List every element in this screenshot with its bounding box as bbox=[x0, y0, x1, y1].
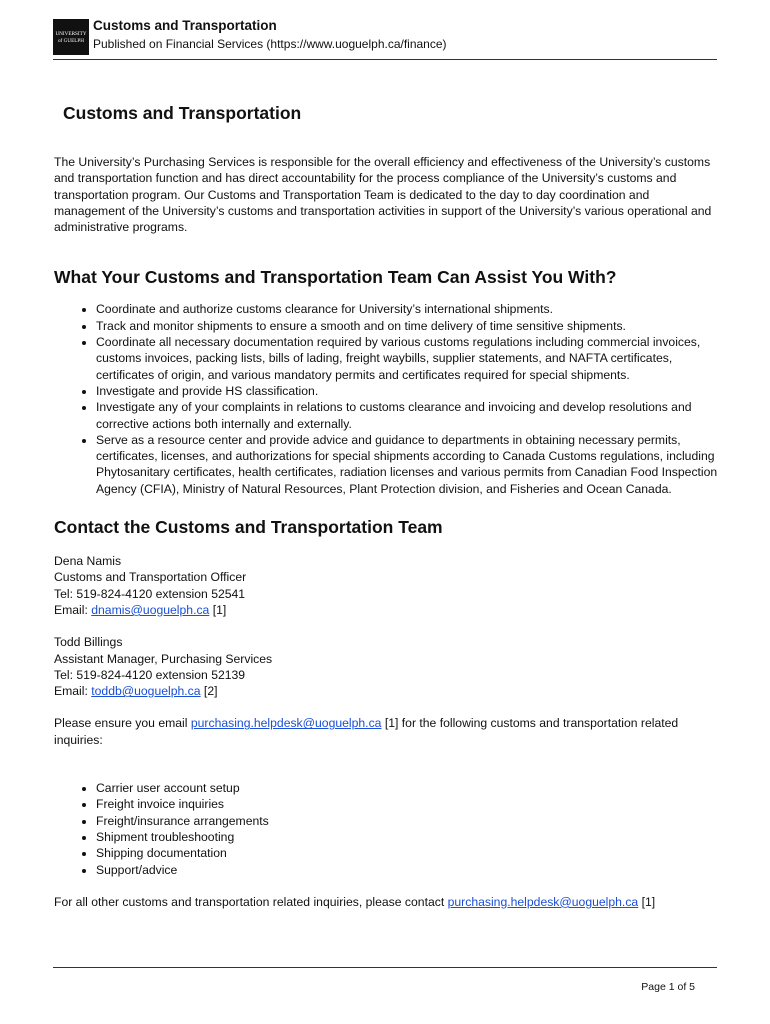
contact-email-line bbox=[54, 602, 718, 618]
contact-name: Dena Namis bbox=[54, 554, 122, 569]
contact-role: Customs and Transportation Officer bbox=[54, 570, 247, 585]
email-label: Email: bbox=[54, 602, 92, 617]
list-item: • Freight/insurance arrangements bbox=[96, 813, 718, 829]
list-item: • Coordinate and authorize customs clearance for University’s international shipments. bbox=[96, 301, 718, 317]
list-item: • Serve as a resource center and provide advice and guidance to departments in obtaining necessary permits, certificates, licenses, and authorizations for special shipments according to Canada Customs regulations, including Phytosanitary certificates, health certificates, radiation licenses and various permits from Canadian Food Inspection Agency (CFIA), Ministry of Natural Resources, Plant Protection division, and Fisheries and Ocean Canada. bbox=[96, 432, 718, 497]
ensure-text-after: [1] for the following customs and transportation related inquiries: bbox=[54, 716, 679, 747]
list-item: • Carrier user account setup bbox=[96, 780, 718, 796]
assist-list bbox=[54, 301, 718, 497]
footer-divider bbox=[53, 967, 717, 968]
main-content bbox=[54, 100, 718, 910]
list-item: • Coordinate all necessary documentation required by various customs regulations including commercial invoices, customs invoices, packing lists, bills of lading, freight waybills, supplier statements, and NAFTA certificates, certificates of origin, and various mandatory permits and certificates required for special shipments. bbox=[96, 334, 718, 383]
other-text-before: For all other customs and transportation related inquiries, please contact bbox=[54, 894, 448, 909]
svg-text:of GUELPH: of GUELPH bbox=[57, 38, 85, 44]
header-title: Customs and Transportation bbox=[93, 18, 277, 33]
page-header bbox=[53, 17, 717, 60]
page-number: Page 1 of 5 bbox=[641, 981, 695, 993]
other-text-after: [1] bbox=[638, 894, 656, 909]
contact-person-1 bbox=[54, 553, 718, 618]
contact-name: Todd Billings bbox=[54, 635, 123, 650]
list-item: • Support/advice bbox=[96, 862, 718, 878]
assist-heading: What Your Customs and Transportation Team Can Assist You With? bbox=[54, 267, 617, 288]
email-label: Email: bbox=[54, 684, 92, 699]
reference-marker: [1] bbox=[209, 602, 227, 617]
helpdesk-email-link[interactable]: purchasing.helpdesk@uoguelph.ca bbox=[447, 894, 639, 909]
inquiries-list bbox=[54, 780, 718, 878]
ensure-paragraph bbox=[54, 715, 718, 748]
list-item: • Investigate and provide HS classification. bbox=[96, 383, 718, 399]
page-title: Customs and Transportation bbox=[63, 103, 302, 123]
svg-text:UNIVERSITY: UNIVERSITY bbox=[55, 31, 87, 37]
header-published: Published on Financial Services (https://www.uoguelph.ca/finance) bbox=[93, 37, 447, 51]
contact-tel: Tel: 519-824-4120 extension 52541 bbox=[54, 586, 246, 601]
list-item: • Freight invoice inquiries bbox=[96, 796, 718, 812]
list-item: • Shipping documentation bbox=[96, 845, 718, 861]
list-item: • Investigate any of your complaints in relations to customs clearance and invoicing and develop resolutions and corrective actions both internally and externally. bbox=[96, 399, 718, 432]
other-inquiries-paragraph bbox=[54, 894, 718, 910]
list-item: • Shipment troubleshooting bbox=[96, 829, 718, 845]
intro-paragraph: The University’s Purchasing Services is responsible for the overall efficiency and effectiveness of the University’s customs and transportation function and has direct accountability for the process compliance of the University’s customs and transportation program. Our Customs and Transportation Team is dedicated to the day to day coordination and management of the University’s customs and transportation activities in support of the University’s various operational and administrative programs. bbox=[54, 155, 712, 235]
ensure-text-before: Please ensure you email bbox=[54, 716, 191, 731]
contact-email-line bbox=[54, 683, 718, 699]
email-link-dnamis[interactable]: dnamis@uoguelph.ca bbox=[91, 602, 210, 617]
university-logo bbox=[53, 19, 89, 55]
contact-role: Assistant Manager, Purchasing Services bbox=[54, 651, 273, 666]
reference-marker: [2] bbox=[200, 684, 218, 699]
contact-heading: Contact the Customs and Transportation Team bbox=[54, 517, 443, 538]
contact-person-2 bbox=[54, 634, 718, 699]
list-item: • Track and monitor shipments to ensure a smooth and on time delivery of time sensitive shipments. bbox=[96, 318, 718, 334]
email-link-toddb[interactable]: toddb@uoguelph.ca bbox=[91, 684, 201, 699]
contact-tel: Tel: 519-824-4120 extension 52139 bbox=[54, 667, 246, 682]
helpdesk-email-link[interactable]: purchasing.helpdesk@uoguelph.ca bbox=[190, 716, 382, 731]
